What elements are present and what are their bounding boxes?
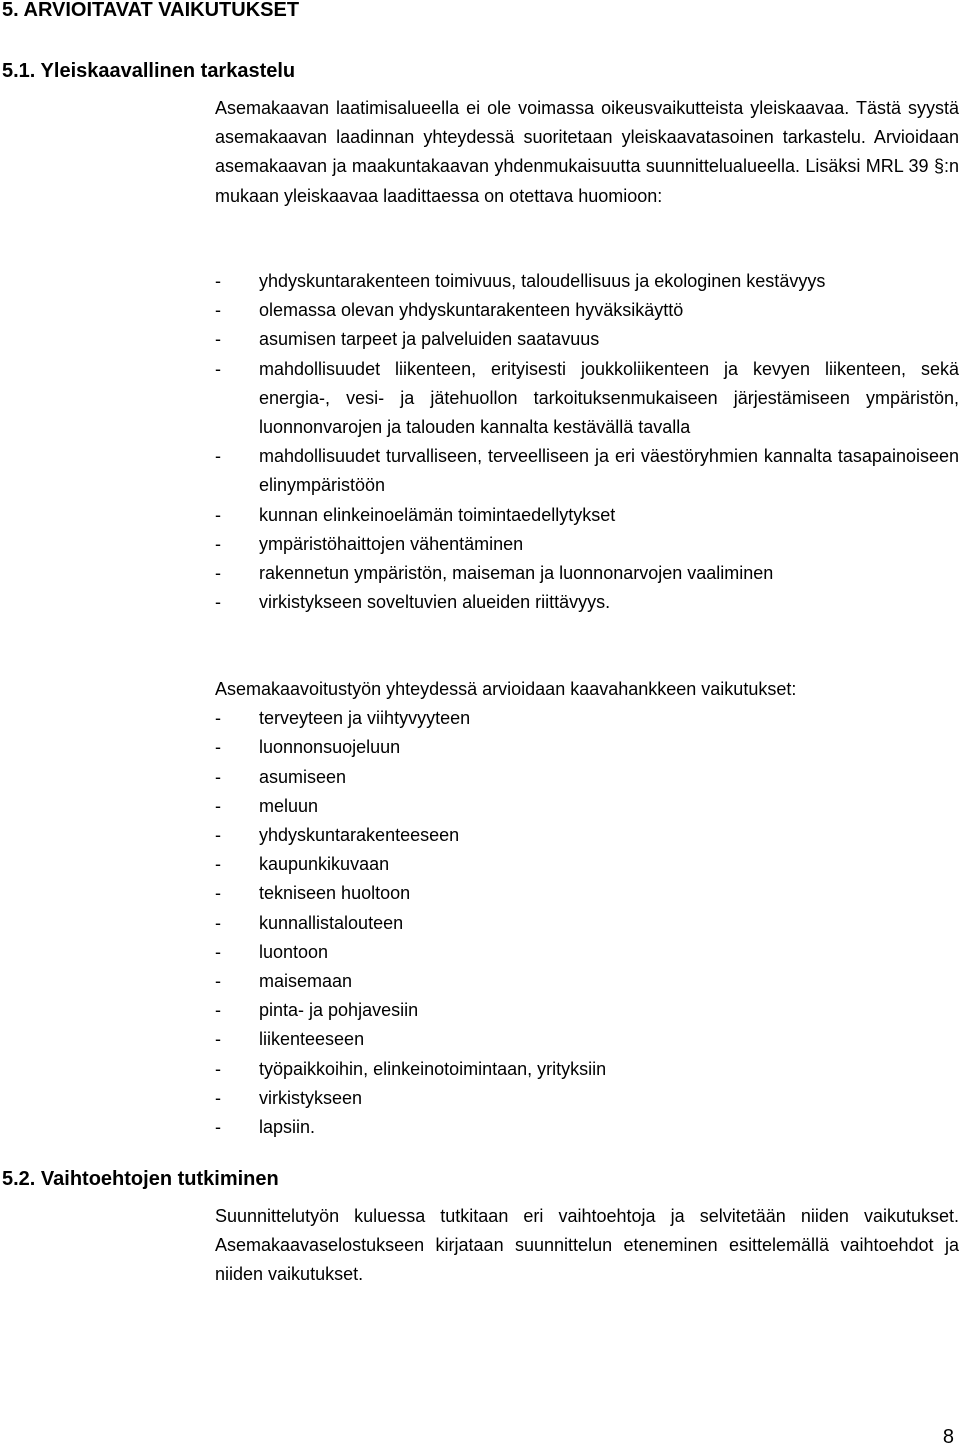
list-item-text: liikenteeseen (259, 1029, 365, 1050)
list-item (215, 850, 959, 879)
list-item-text: yhdyskuntarakenteen toimivuus, taloudellisuus ja ekologinen kestävyys (259, 271, 826, 291)
list-item (215, 530, 959, 559)
list-item-text: asumiseen (259, 766, 347, 787)
list-item (215, 325, 959, 354)
list-item (215, 501, 959, 530)
list-item-text: virkistykseen (259, 1087, 363, 1108)
list-dash: - (215, 1117, 221, 1138)
list-item-text: maisemaan (259, 971, 353, 992)
list-item (215, 559, 959, 588)
section-5-1-heading: 5.1. Yleiskaavallinen tarkastelu (2, 60, 296, 82)
list-dash: - (215, 1058, 221, 1079)
alternatives-paragraph: Suunnittelutyön kuluessa tutkitaan eri vaihtoehtoja ja selvitetään niiden vaikutukset. Asemakaavaselostukseen kirjataan suunnittelun eteneminen esittelemällä vaihtoehdot ja niiden vaikutukset. (215, 1206, 959, 1285)
list-item (215, 704, 959, 733)
list-item-text: olemassa olevan yhdyskuntarakenteen hyväksikäyttö (259, 300, 684, 321)
list-dash: - (215, 563, 221, 584)
list-item (215, 442, 959, 500)
list-dash: - (215, 329, 221, 350)
list-item (215, 938, 959, 967)
list-item-text: virkistykseen soveltuvien alueiden riittävyys. (259, 592, 611, 613)
list-item (215, 588, 959, 617)
list-item-text: asumisen tarpeet ja palveluiden saatavuus (259, 329, 600, 350)
list-item-text: mahdollisuudet turvalliseen, terveelliseen ja eri väestöryhmien kannalta tasapainoiseen elinympäristöön (259, 446, 959, 496)
list-dash: - (215, 446, 221, 467)
list-item-text: luontoon (259, 941, 329, 962)
list-item-text: työpaikkoihin, elinkeinotoimintaan, yrityksiin (259, 1058, 607, 1079)
criteria-list (215, 267, 959, 617)
list-item (215, 1055, 959, 1084)
list-dash: - (215, 1087, 221, 1108)
list-item-text: kaupunkikuvaan (259, 854, 390, 875)
page-number: 8 (942, 1426, 954, 1448)
list-item (215, 967, 959, 996)
list-item-text: lapsiin. (259, 1117, 316, 1138)
impacts-block (215, 675, 959, 1142)
list-dash: - (215, 708, 221, 729)
list-dash: - (215, 504, 221, 525)
section-5-2-heading: 5.2. Vaihtoehtojen tutkiminen (2, 1168, 279, 1190)
list-dash: - (215, 1029, 221, 1050)
criteria-block (215, 267, 959, 617)
impacts-intro: Asemakaavoitustyön yhteydessä arvioidaan kaavahankkeen vaikutukset: (215, 679, 797, 699)
list-item (215, 763, 959, 792)
alternatives-block (215, 1202, 959, 1290)
list-item (215, 296, 959, 325)
impacts-list (215, 704, 959, 1142)
list-dash: - (215, 883, 221, 904)
list-item (215, 1113, 959, 1142)
list-item (215, 821, 959, 850)
list-item (215, 1025, 959, 1054)
intro-paragraph: Asemakaavan laatimisalueella ei ole voimassa oikeusvaikutteista yleiskaavaa. Tästä syystä asemakaavan laadinnan yhteydessä suoritetaan yleiskaavatasoinen tarkastelu. Arvioidaan asemakaavan ja maakuntakaavan yhdenmukaisuutta suunnittelualueella. Lisäksi MRL 39 §:n mukaan yleiskaavaa laadittaessa on otettava huomioon: (215, 98, 959, 206)
list-dash: - (215, 825, 221, 846)
list-item-text: tekniseen huoltoon (259, 883, 411, 904)
list-item (215, 267, 959, 296)
list-item-text: pinta- ja pohjavesiin (259, 1000, 419, 1021)
list-item (215, 996, 959, 1025)
list-dash: - (215, 592, 221, 613)
list-item (215, 733, 959, 762)
list-item-text: yhdyskuntarakenteeseen (259, 825, 460, 846)
intro-block (215, 94, 959, 211)
list-item (215, 1084, 959, 1113)
list-dash: - (215, 795, 221, 816)
list-item (215, 792, 959, 821)
list-item-text: terveyteen ja viihtyvyyteen (259, 708, 471, 729)
list-dash: - (215, 854, 221, 875)
list-item-text: mahdollisuudet liikenteen, erityisesti joukkoliikenteen ja kevyen liikenteen, sekä energia-, vesi- ja jätehuollon tarkoituksenmukaiseen järjestämiseen ympäristön, luonnonvarojen ja talouden kannalta kestävällä tavalla (259, 358, 959, 438)
list-item (215, 879, 959, 908)
list-dash: - (215, 941, 221, 962)
list-dash: - (215, 766, 221, 787)
section-5-heading: 5. ARVIOITAVAT VAIKUTUKSET (2, 0, 300, 21)
list-item-text: kunnallistalouteen (259, 912, 404, 933)
list-item (215, 909, 959, 938)
list-dash: - (215, 737, 221, 758)
list-item-text: luonnonsuojeluun (259, 737, 401, 758)
list-dash: - (215, 971, 221, 992)
list-item-text: meluun (259, 795, 319, 816)
list-dash: - (215, 271, 221, 291)
list-item-text: kunnan elinkeinoelämän toimintaedellytykset (259, 504, 616, 525)
list-dash: - (215, 358, 221, 379)
list-dash: - (215, 912, 221, 933)
list-dash: - (215, 1000, 221, 1021)
list-dash: - (215, 300, 221, 321)
list-item (215, 355, 959, 443)
list-item-text: rakennetun ympäristön, maiseman ja luonnonarvojen vaaliminen (259, 563, 774, 584)
list-dash: - (215, 533, 221, 554)
list-item-text: ympäristöhaittojen vähentäminen (259, 533, 524, 554)
